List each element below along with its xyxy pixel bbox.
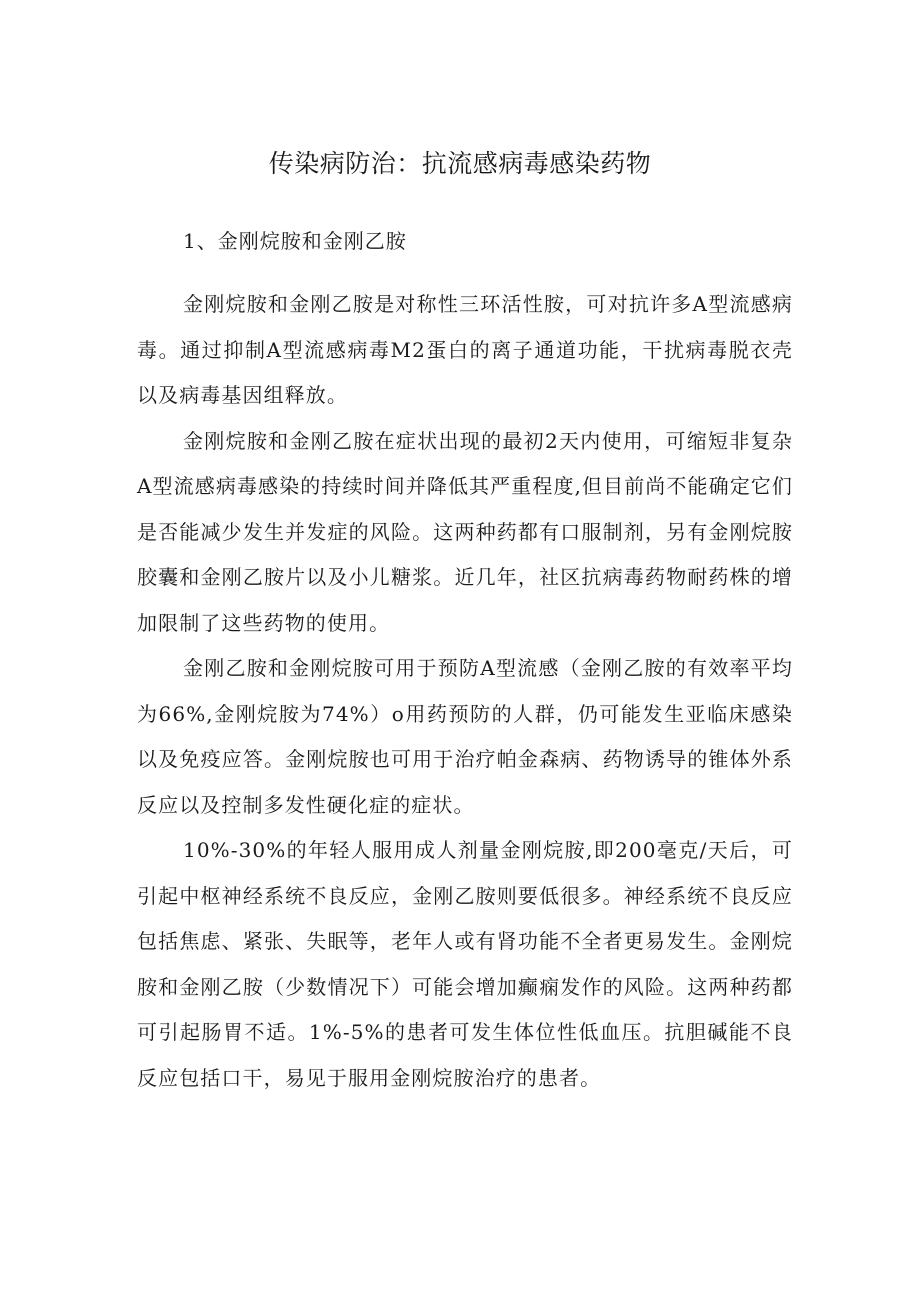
paragraph-4: 10%-30%的年轻人服用成人剂量金刚烷胺,即200毫克/天后，可引起中枢神经系统不良反应，金刚乙胺则要低很多。神经系统不良反应包括焦虑、紧张、失眠等，老年人或有肾功能不全者更易发生。金刚烷胺和金刚乙胺（少数情况下）可能会增加癫痫发作的风险。这两种药都可引起肠胃不适。1%-5%的患者可发生体位性低血压。抗胆碱能不良反应包括口干，易见于服用金刚烷胺治疗的患者。 [137, 838, 793, 1090]
paragraph-3: 金刚乙胺和金刚烷胺可用于预防A型流感（金刚乙胺的有效率平均为66%,金刚烷胺为74%）o用药预防的人群，仍可能发生亚临床感染以及免疫应答。金刚烷胺也可用于治疗帕金森病、药物诱导的锥体外系反应以及控制多发性硬化症的症状。 [137, 656, 793, 817]
document-title: 传染病防治：抗流感病毒感染药物 [268, 149, 652, 178]
paragraph-1: 金刚烷胺和金刚乙胺是对称性三环活性胺，可对抗许多A型流感病毒。通过抑制A型流感病毒M2蛋白的离子通道功能，干扰病毒脱衣壳以及病毒基因组释放。 [137, 292, 793, 407]
document-body [137, 222, 793, 1101]
paragraph-2: 金刚烷胺和金刚乙胺在症状出现的最初2天内使用，可缩短非复杂A型流感病毒感染的持续时间并降低其严重程度,但目前尚不能确定它们是否能减少发生并发症的风险。这两种药都有口服制剂，另有金刚烷胺胶囊和金刚乙胺片以及小儿糖浆。近几年，社区抗病毒药物耐药株的增加限制了这些药物的使用。 [137, 428, 793, 635]
section-heading: 1、金刚烷胺和金刚乙胺 [183, 229, 407, 253]
